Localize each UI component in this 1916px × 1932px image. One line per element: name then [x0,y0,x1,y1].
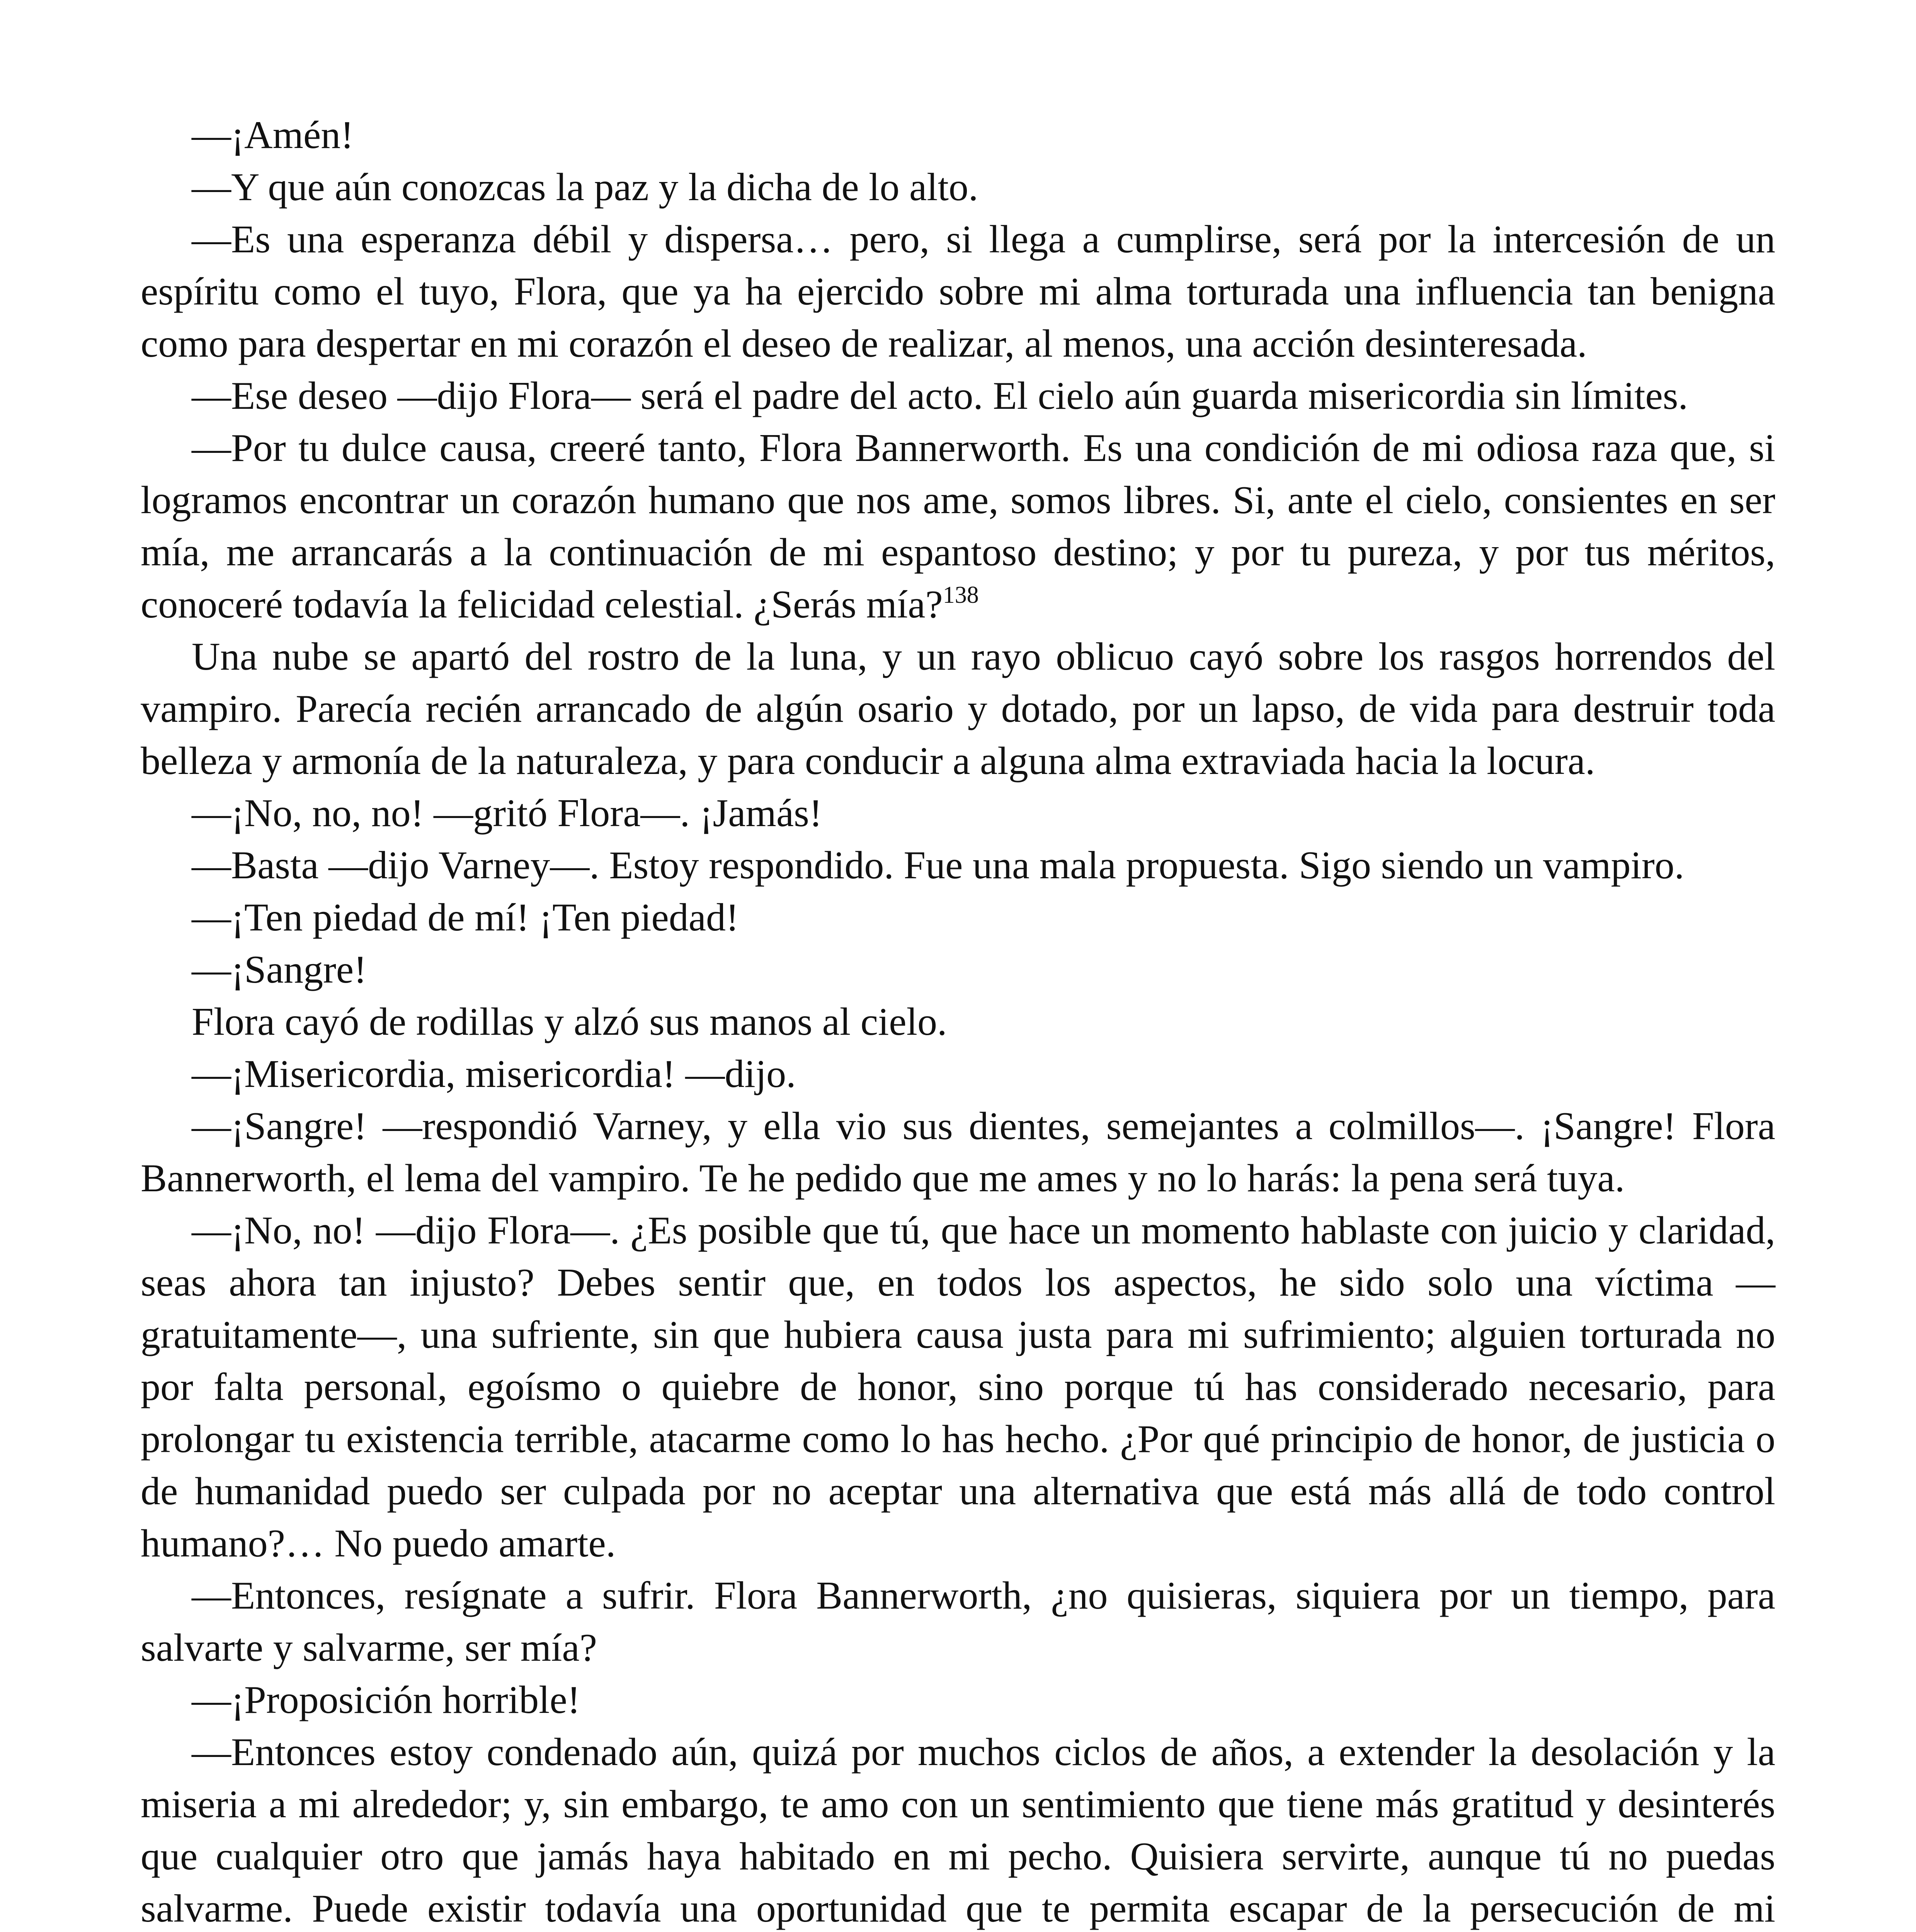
paragraph-9: —¡Ten piedad de mí! ¡Ten piedad! [192,896,739,939]
footnote-reference[interactable]: 138 [943,582,979,608]
paragraph-11: Flora cayó de rodillas y alzó sus manos al cielo. [192,1000,947,1044]
paragraph-12: —¡Misericordia, misericordia! —dijo. [192,1052,796,1096]
paragraph-16: —¡Proposición horrible! [192,1678,580,1722]
paragraph-17: —Entonces estoy condenado aún, quizá por muchos ciclos de años, a extender la desolación y la miseria a mi alrededor; y, sin embargo, te amo con un sentimiento que tiene más gratitud y desinterés que cualquier otro que jamás haya habitado en mi pecho. Quisiera servirte, aunque tú no puedas salvarme. Puede existir todavía una oportunidad que te permita escapar de la persecución de mi [141,1730,1775,1930]
paragraph-2: —Y que aún conozcas la paz y la dicha de lo alto. [192,165,978,209]
paragraph-10: —¡Sangre! [192,948,367,992]
paragraph-15: —Entonces, resígnate a sufrir. Flora Bannerworth, ¿no quisieras, siquiera por un tiempo, para salvarte y salvarme, ser mía? [141,1574,1775,1670]
paragraph-14: —¡No, no! —dijo Flora—. ¿Es posible que tú, que hace un momento hablaste con juicio y claridad, seas ahora tan injusto? Debes sentir que, en todos los aspectos, he sido solo una víctima —gratuitamente—, una sufriente, sin que hubiera causa justa para mi sufrimiento; alguien torturada no por falta personal, egoísmo o quiebre de honor, sino porque tú has considerado necesario, para prolongar tu existencia terrible, atacarme como lo has hecho. ¿Por qué principio de honor, de justicia o de humanidad puedo ser culpada por no aceptar una alternativa que está más allá de todo control humano?… No puedo amarte. [141,1209,1775,1565]
body-text [141,109,1775,1932]
paragraph-6: Una nube se apartó del rostro de la luna, y un rayo oblicuo cayó sobre los rasgos horrendos del vampiro. Parecía recién arrancado de algún osario y dotado, por un lapso, de vida para destruir toda belleza y armonía de la naturaleza, y para conducir a alguna alma extraviada hacia la locura. [141,635,1775,783]
paragraph-5 [141,422,1775,631]
paragraph-8: —Basta —dijo Varney—. Estoy respondido. Fue una mala propuesta. Sigo siendo un vampiro. [192,844,1685,887]
paragraph-13: —¡Sangre! —respondió Varney, y ella vio sus dientes, semejantes a colmillos—. ¡Sangre! Flora Bannerworth, el lema del vampiro. Te he pedido que me ames y no lo harás: la pena será tuya. [141,1104,1775,1200]
paragraph-3: —Es una esperanza débil y dispersa… pero, si llega a cumplirse, será por la intercesión de un espíritu como el tuyo, Flora, que ya ha ejercido sobre mi alma torturada una influencia tan benigna como para despertar en mi corazón el deseo de realizar, al menos, una acción desinteresada. [141,218,1775,366]
paragraph-7: —¡No, no, no! —gritó Flora—. ¡Jamás! [192,791,822,835]
paragraph-1: —¡Amén! [192,113,354,157]
paragraph-4: —Ese deseo —dijo Flora— será el padre del acto. El cielo aún guarda misericordia sin límites. [192,374,1688,418]
paragraph-5-text: —Por tu dulce causa, creeré tanto, Flora Bannerworth. Es una condición de mi odiosa raza que, si logramos encontrar un corazón humano que nos ame, somos libres. Si, ante el cielo, consientes en ser mía, me arrancarás a la continuación de mi espantoso destino; y por tu pureza, y por tus méritos, conoceré todavía la felicidad celestial. ¿Serás mía? [141,426,1775,626]
